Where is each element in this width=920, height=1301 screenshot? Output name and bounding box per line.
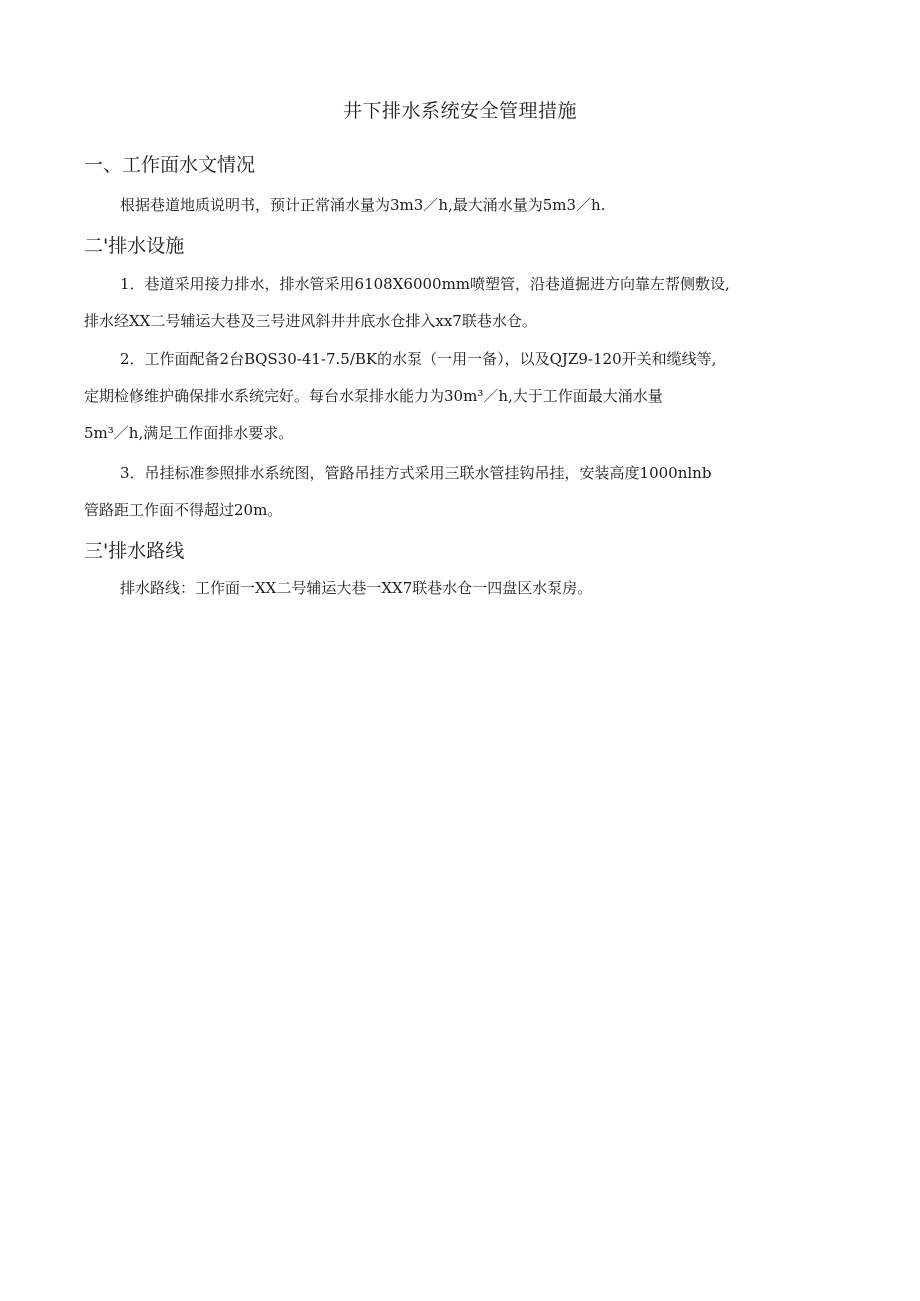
section-heading-drainage-route: 三'排水路线 <box>84 540 185 562</box>
paragraph-line: 排水路线：工作面一XX二号辅运大巷一XX7联巷水仓一四盘区水泵房。 <box>120 579 593 597</box>
paragraph-line: 1．巷道采用接力排水，排水管采用6108X6000mm喷塑管，沿巷道掘进方向靠左帮侧敷设, <box>120 275 730 293</box>
section-heading-drainage-facilities: 二'排水设施 <box>84 235 185 257</box>
section-heading-hydrology: 一、工作面水文情况 <box>84 154 256 176</box>
paragraph-line: 5m³／h,满足工作面排水要求。 <box>84 424 294 442</box>
paragraph-line: 3．吊挂标准参照排水系统图，管路吊挂方式采用三联水管挂钩吊挂，安装高度1000nlnb <box>120 464 712 482</box>
paragraph-line: 定期检修维护确保排水系统完好。每台水泵排水能力为30m³／h,大于工作面最大涌水量 <box>84 387 663 405</box>
paragraph-route <box>84 570 844 607</box>
paragraph-item-1 <box>84 266 844 340</box>
paragraph-line: 根据巷道地质说明书，预计正常涌水量为3m3／h,最大涌水量为5m3／h. <box>120 196 606 214</box>
paragraph-hydrology <box>84 187 844 224</box>
document-title: 井下排水系统安全管理措施 <box>342 100 577 122</box>
paragraph-item-3 <box>84 455 844 529</box>
paragraph-item-2 <box>84 341 844 452</box>
paragraph-line: 排水经XX二号辅运大巷及三号进风斜井井底水仓排入xx7联巷水仓。 <box>84 312 537 330</box>
paragraph-line: 管路距工作面不得超过20m。 <box>84 501 283 519</box>
paragraph-line: 2．工作面配备2台BQS30-41-7.5/BK的水泵（一用一备），以及QJZ9-120开关和缆线等, <box>120 350 717 368</box>
